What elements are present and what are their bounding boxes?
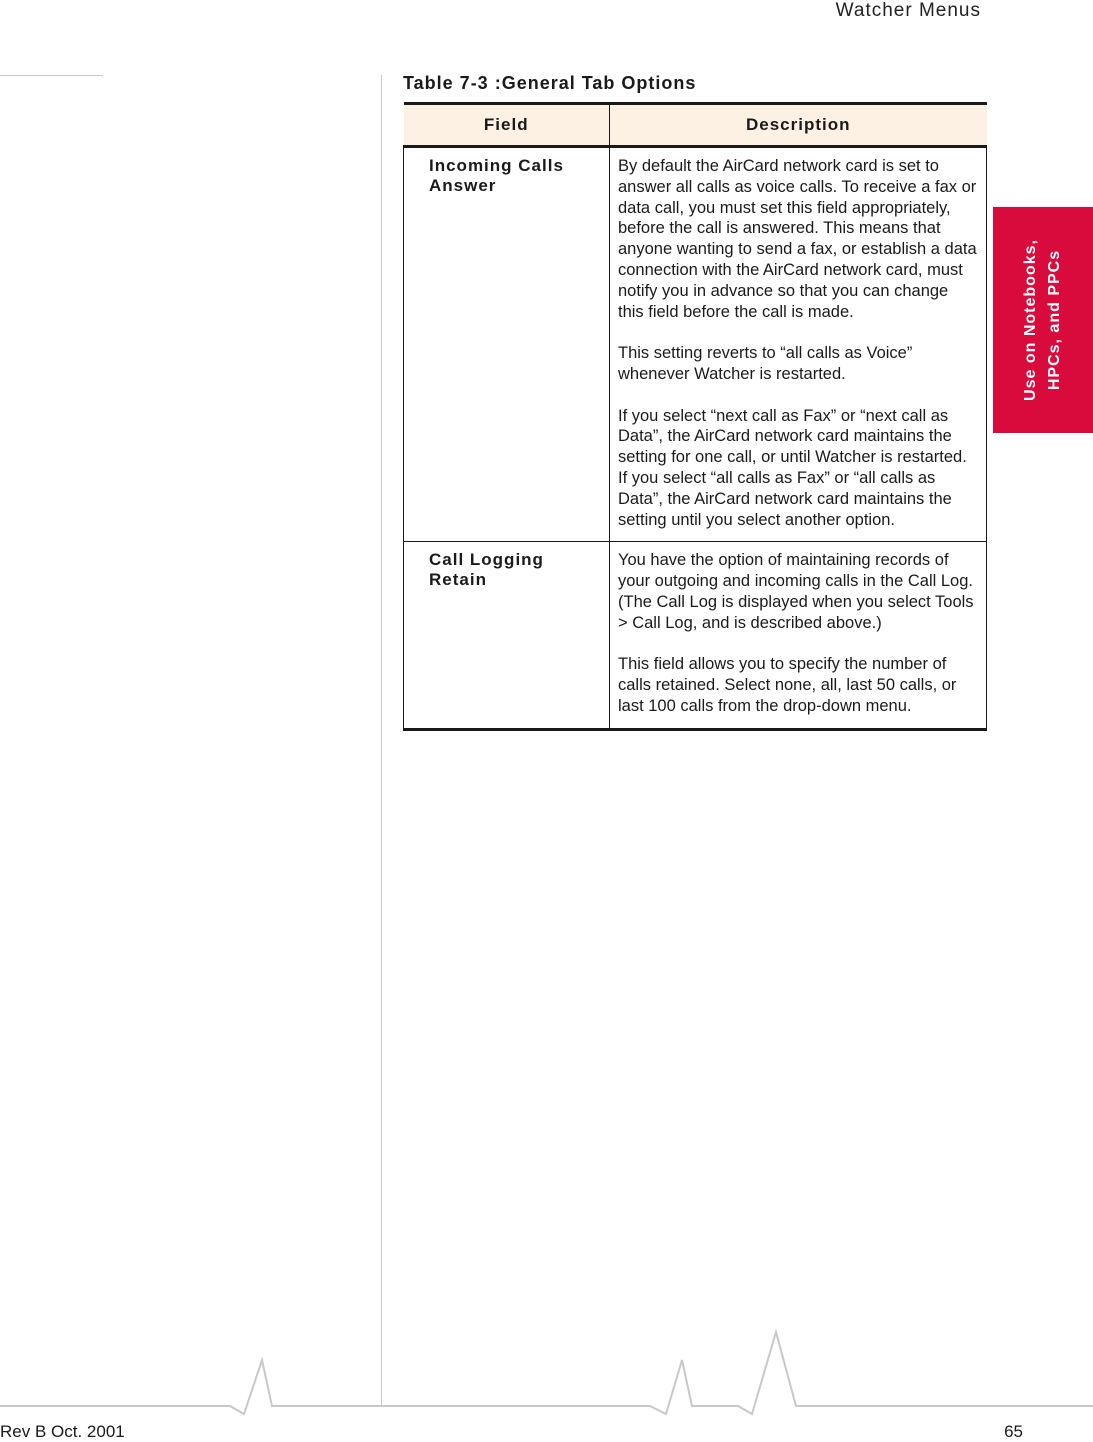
field-name-line: Incoming Calls	[429, 156, 564, 175]
column-header-field: Field	[404, 104, 610, 147]
general-tab-options-table	[403, 102, 987, 731]
description-cell	[610, 147, 987, 542]
footer-revision: Rev B Oct. 2001	[0, 1422, 125, 1441]
field-name-line: Call Logging	[429, 550, 544, 570]
description-paragraph: You have the option of maintaining records of your outgoing and incoming calls in the Call Log. (The Call Log is displayed when you select Tools > Call Log, and is described above.)	[618, 551, 974, 632]
chapter-side-tab-label	[1019, 239, 1067, 401]
table-caption: Table 7-3 :General Tab Options	[403, 73, 697, 93]
description-cell	[610, 542, 987, 729]
field-name-line: Retain	[429, 570, 487, 590]
field-cell	[404, 542, 610, 729]
description-paragraph: If you select “next call as Fax” or “next call as Data”, the AirCard network card maintains the setting for one call, or until Watcher is restarted.	[618, 406, 967, 467]
column-header-description: Description	[610, 104, 987, 147]
chapter-side-tab	[993, 207, 1093, 433]
table-row	[404, 147, 987, 542]
table-row	[404, 542, 987, 729]
description-paragraph: By default the AirCard network card is set to answer all calls as voice calls. To receive a fax or data call, you must set this field appropriately, before the call is answered. This means that anyone wanting to send a fax, or establish a data connection with the AirCard network card, must notify you in advance so that you can change this field before the call is made.	[618, 157, 977, 321]
margin-vertical-rule	[381, 75, 382, 1406]
footer-page-number: 65	[1004, 1422, 1023, 1441]
description-paragraph: This setting reverts to “all calls as Voice” whenever Watcher is restarted.	[618, 344, 913, 383]
field-name-line: Answer	[429, 176, 497, 195]
footer-signal-line-decoration	[0, 1328, 1093, 1418]
table-header-row	[404, 104, 987, 147]
description-paragraph: If you select “all calls as Fax” or “all calls as Data”, the AirCard network card maintains the setting until you select another option.	[618, 468, 952, 529]
description-paragraph: This field allows you to specify the number of calls retained. Select none, all, last 50 calls, or last 100 calls from the drop-down menu.	[618, 655, 957, 715]
top-left-rule	[0, 75, 103, 76]
side-tab-line-1: Use on Notebooks,	[1022, 239, 1039, 401]
running-header-title: Watcher Menus	[835, 0, 981, 21]
field-cell	[404, 147, 610, 542]
side-tab-line-2: HPCs, and PPCs	[1046, 249, 1063, 391]
